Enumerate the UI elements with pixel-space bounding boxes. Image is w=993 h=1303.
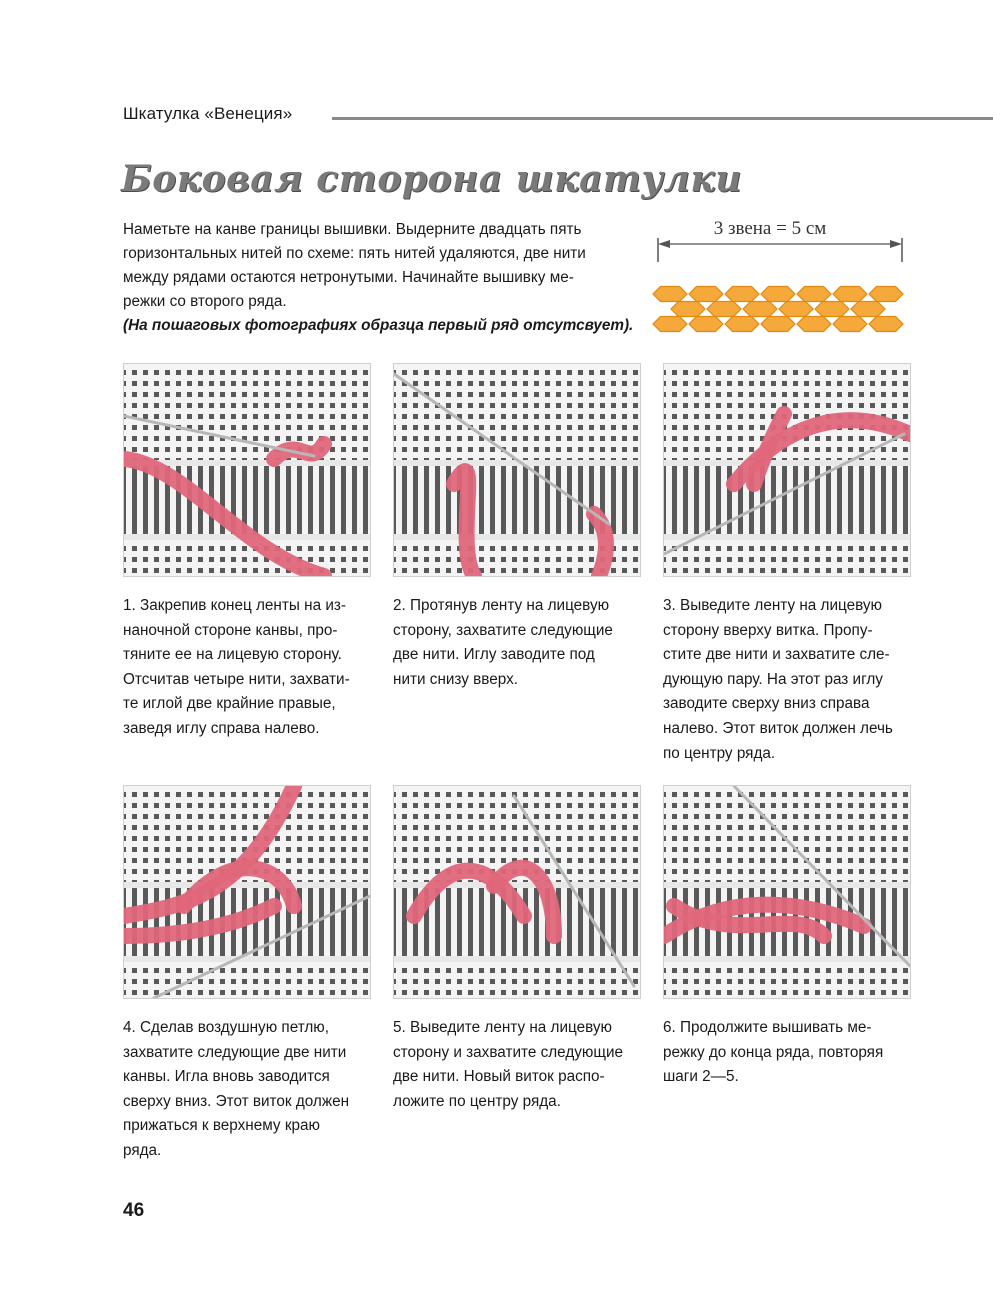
scheme-cell [653,287,687,302]
page-number: 46 [123,1200,145,1221]
step-3-image [664,364,910,576]
step-1-image [124,364,370,576]
caption-line: 1. Закрепив конец ленты на из- [123,597,346,614]
caption-line: те иглой две крайние правые, [123,695,336,713]
caption-line: режку до конца ряда, повторяя [663,1043,884,1061]
caption-line: захватите следующие две нити [123,1043,347,1061]
running-header: Шкатулка «Венеция» [123,104,293,123]
scheme-cell [761,317,795,332]
caption-line: ряда. [123,1141,162,1159]
step-1-photo [123,363,371,577]
caption-line: сверху вниз. Этот виток должен [123,1092,350,1110]
scheme-cell [779,302,813,317]
scheme-cell [869,317,903,332]
scheme-cell [725,287,759,302]
caption-line: тяните ее на лицевую сторону. [123,646,342,664]
scheme-cell [815,302,849,317]
step-5-caption [393,1016,639,1114]
caption-line: 5. Выведите ленту на лицевую [393,1019,613,1036]
caption-line: заводите сверху вниз справа [663,695,870,713]
step-3-photo [663,363,911,577]
link-scheme-diagram [640,214,910,344]
step-6-photo [663,785,911,999]
scheme-cell [797,287,831,302]
scheme-cell [671,302,705,317]
step-3-caption [663,594,909,766]
scheme-cell [797,317,831,332]
caption-line: 2. Протянув ленту на лицевую [393,597,610,614]
caption-line: сторону, захватите следующие [393,621,613,639]
caption-line: две нити. Иглу заводите под [393,646,595,664]
caption-line: наночной стороне канвы, про- [123,621,338,639]
caption-line: две нити. Новый виток распо- [393,1068,605,1086]
intro-line: режки со второго ряда. [123,293,287,310]
caption-line: стите две нити и захватите сле- [663,646,890,664]
scheme-cell [833,317,867,332]
scheme-cell [653,317,687,332]
intro-line: между рядами остаются нетронутыми. Начинайте вышивку ме- [123,269,574,286]
caption-line: 6. Продолжите вышивать ме- [663,1019,872,1036]
caption-line: прижаться к верхнему краю [123,1117,321,1135]
step-6-image [664,786,910,998]
step-4-caption [123,1016,369,1164]
step-2-image [394,364,640,576]
intro-text [123,218,643,338]
caption-line: заведя иглу справа налево. [123,719,320,737]
header-rule [332,117,993,120]
step-1-caption [123,594,369,742]
step-5-image [394,786,640,998]
caption-line: сторону и захватите следующие [393,1043,624,1061]
scheme-cell [743,302,777,317]
intro-line: горизонтальных нитей по схеме: пять нитей удаляются, две нити [123,245,586,262]
step-4-photo [123,785,371,999]
scheme-cell [833,287,867,302]
step-2-photo [393,363,641,577]
scheme-cell [707,302,741,317]
page-title: Боковая сторона шкатулки [121,158,742,200]
step-5-photo [393,785,641,999]
caption-line: шаги 2—5. [663,1068,739,1086]
caption-line: 4. Сделав воздушную петлю, [123,1019,330,1036]
caption-line: сторону вверху витка. Пропу- [663,621,873,639]
scheme-label: 3 звена = 5 см [713,218,827,239]
caption-line: по центру ряда. [663,744,776,762]
caption-line: дующую пару. На этот раз иглу [663,670,883,688]
intro-line: Наметьте на канве границы вышивки. Выдерните двадцать пять [123,221,582,238]
step-4-image [124,786,370,998]
caption-line: канвы. Игла вновь заводится [123,1068,330,1086]
scheme-cell [689,317,723,332]
scheme-cell [761,287,795,302]
step-2-caption [393,594,639,692]
scheme-cells [653,287,903,332]
scheme-cell [689,287,723,302]
scheme-cell [725,317,759,332]
scheme-cell [869,287,903,302]
scheme-cell [851,302,885,317]
caption-line: Отсчитав четыре нити, захвати- [123,670,350,688]
step-6-caption [663,1016,909,1090]
caption-line: налево. Этот виток должен лечь [663,719,893,737]
caption-line: нити снизу вверх. [393,670,518,688]
intro-note: (На пошаговых фотографиях образца первый ряд отсутсвует). [123,317,634,334]
caption-line: 3. Выведите ленту на лицевую [663,597,883,614]
caption-line: ложите по центру ряда. [393,1092,561,1110]
